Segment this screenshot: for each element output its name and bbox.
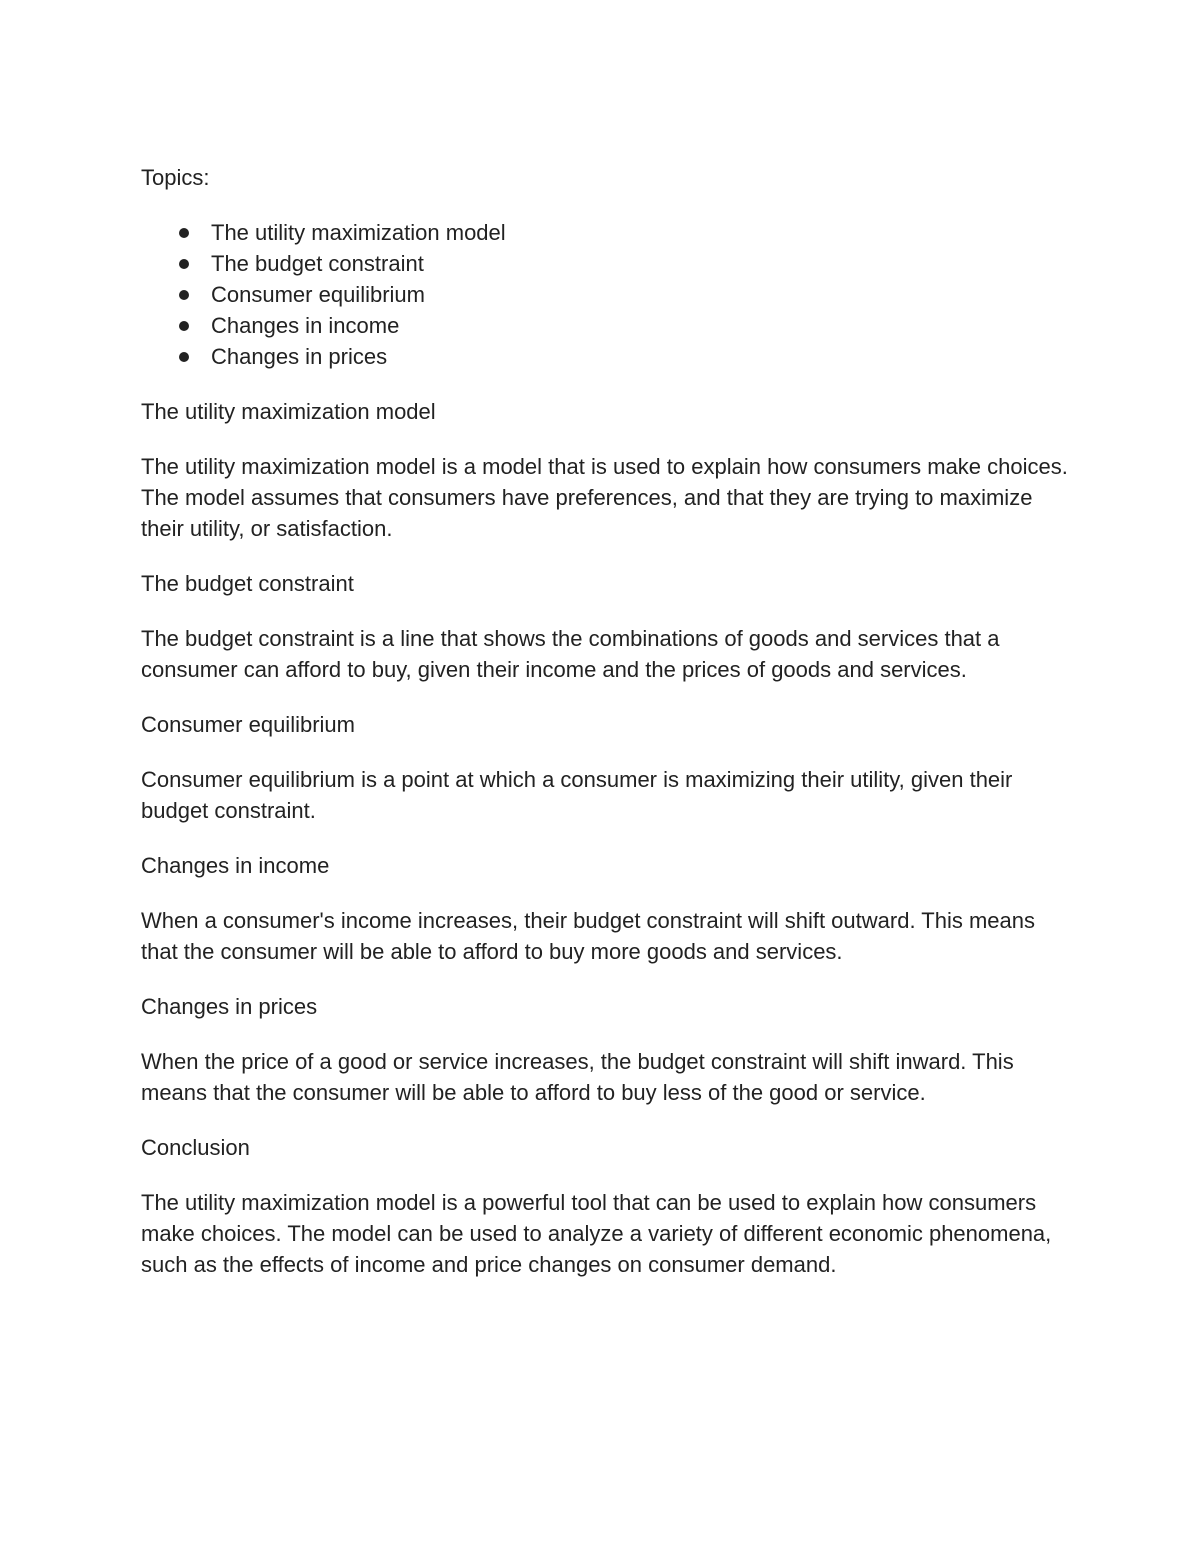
topic-item-changes-in-income — [141, 310, 1071, 341]
bullet-icon — [179, 228, 189, 238]
topic-item-changes-in-prices — [141, 341, 1071, 372]
section-heading-conclusion: Conclusion — [141, 1135, 250, 1160]
bullet-icon — [179, 352, 189, 362]
topic-item-consumer-equilibrium — [141, 279, 1071, 310]
topic-label: The budget constraint — [211, 251, 424, 276]
section-body-budget-constraint: The budget constraint is a line that shows the combinations of goods and services that a consumer can afford to buy, given their income and the prices of goods and services. — [141, 626, 1000, 682]
section-body-utility-maximization: The utility maximization model is a model that is used to explain how consumers make choices. The model assumes that consumers have preferences, and that they are trying to maximize their utility, or satisfaction. — [141, 454, 1068, 541]
document-page — [141, 162, 1071, 1304]
section-body-conclusion: The utility maximization model is a powerful tool that can be used to explain how consumers make choices. The model can be used to analyze a variety of different economic phenomena, such as the effects of income and price changes on consumer demand. — [141, 1190, 1052, 1277]
bullet-icon — [179, 259, 189, 269]
topic-item-utility-maximization — [141, 217, 1071, 248]
section-heading-budget-constraint: The budget constraint — [141, 571, 354, 596]
section-heading-changes-in-prices: Changes in prices — [141, 994, 318, 1019]
section-heading-consumer-equilibrium: Consumer equilibrium — [141, 712, 355, 737]
topic-label: Changes in income — [211, 313, 400, 338]
topic-label: Changes in prices — [211, 344, 388, 369]
topic-item-budget-constraint — [141, 248, 1071, 279]
topic-label: The utility maximization model — [211, 220, 506, 245]
section-body-changes-in-prices: When the price of a good or service increases, the budget constraint will shift inward. This means that the consumer will be able to afford to buy less of the good or service. — [141, 1049, 1014, 1105]
section-heading-changes-in-income: Changes in income — [141, 853, 330, 878]
topics-label: Topics: — [141, 165, 210, 190]
bullet-icon — [179, 290, 189, 300]
topic-label: Consumer equilibrium — [211, 282, 425, 307]
topic-list — [141, 217, 1071, 372]
section-body-changes-in-income: When a consumer's income increases, their budget constraint will shift outward. This means that the consumer will be able to afford to buy more goods and services. — [141, 908, 1035, 964]
section-body-consumer-equilibrium: Consumer equilibrium is a point at which a consumer is maximizing their utility, given their budget constraint. — [141, 767, 1013, 823]
bullet-icon — [179, 321, 189, 331]
section-heading-utility-maximization: The utility maximization model — [141, 399, 436, 424]
